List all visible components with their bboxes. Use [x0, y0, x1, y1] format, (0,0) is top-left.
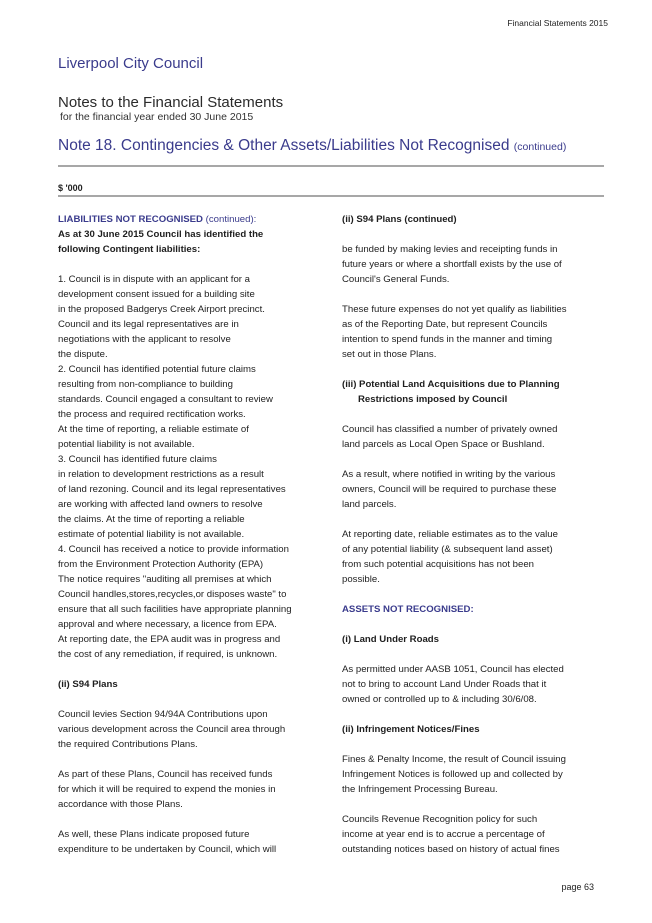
text-line: potential liability is not available. — [58, 439, 195, 450]
text-line: estimate of potential liability is not available. — [58, 529, 245, 540]
s94-heading: (ii) S94 Plans — [58, 679, 118, 690]
text-line: for which it will be required to expend the monies in — [58, 784, 276, 795]
liabilities-heading — [58, 212, 320, 227]
text-line: As a result, where notified in writing by the various — [342, 469, 556, 480]
text-line: possible. — [342, 574, 380, 585]
text-line: intention to spend funds in the manner and timing — [342, 334, 553, 345]
text-line: resulting from non-compliance to building — [58, 379, 233, 390]
right-paragraph-3 — [342, 422, 604, 452]
text-line: As at 30 June 2015 Council has identified the — [58, 229, 264, 240]
note-title-continued: (continued) — [513, 141, 567, 153]
contingent-items — [58, 272, 320, 662]
land-heading-line-1: (iii) Potential Land Acquisitions due to Planning — [342, 379, 560, 390]
text-line: the claims. At the time of reporting a reliable — [58, 514, 245, 525]
text-line: development consent issued for a building site — [58, 289, 255, 300]
right-paragraph-2 — [342, 302, 604, 362]
text-line: income at year end is to accrue a percentage of — [342, 829, 545, 840]
text-line: 1. Council is in dispute with an applicant for a — [58, 274, 250, 285]
text-line: of any potential liability (& subsequent land asset) — [342, 544, 553, 555]
text-line: Councils Revenue Recognition policy for such — [342, 814, 538, 825]
text-line: owners, Council will be required to purchase these — [342, 484, 557, 495]
text-line: in the proposed Badgerys Creek Airport precinct. — [58, 304, 265, 315]
text-line: from the Environment Protection Authority (EPA) — [58, 559, 264, 570]
text-line: expenditure to be undertaken by Council, which will — [58, 844, 277, 855]
assets-heading: ASSETS NOT RECOGNISED: — [342, 604, 474, 615]
note-title-text: Note 18. Contingencies & Other Assets/Liabilities Not Recognised — [58, 137, 510, 154]
fines-heading: (ii) Infringement Notices/Fines — [342, 724, 480, 735]
units-label: $ '000 — [58, 183, 83, 193]
text-line: 2. Council has identified potential future claims — [58, 364, 256, 375]
text-line: The notice requires "auditing all premises at which — [58, 574, 272, 585]
text-line: land parcels as Local Open Space or Bushland. — [342, 439, 545, 450]
right-column — [342, 212, 604, 857]
text-line: the required Contributions Plans. — [58, 739, 198, 750]
text-line: Council and its legal representatives are in — [58, 319, 239, 330]
text-line: not to bring to account Land Under Roads that it — [342, 679, 547, 690]
text-line: At reporting date, the EPA audit was in progress and — [58, 634, 281, 645]
text-line: outstanding notices based on history of actual fines — [342, 844, 560, 855]
text-line: accordance with those Plans. — [58, 799, 183, 810]
notes-title: Notes to the Financial Statements — [58, 94, 284, 111]
note-title — [58, 137, 566, 155]
text-line: Council handles,stores,recycles,or disposes waste" to — [58, 589, 287, 600]
s94-cont-heading: (ii) S94 Plans (continued) — [342, 214, 457, 225]
text-line: Council levies Section 94/94A Contributions upon — [58, 709, 268, 720]
right-paragraph-7 — [342, 752, 604, 797]
text-line: following Contingent liabilities: — [58, 244, 201, 255]
text-line: negotiations with the applicant to resolve — [58, 334, 231, 345]
text-line: owned or controlled up to & including 30/6/08. — [342, 694, 537, 705]
right-paragraph-4 — [342, 467, 604, 512]
divider-units — [58, 195, 604, 197]
text-line: of land rezoning. Council and its legal representatives — [58, 484, 286, 495]
text-line: the cost of any remediation, if required, is unknown. — [58, 649, 278, 660]
text-line: land parcels. — [342, 499, 397, 510]
text-line: in relation to development restrictions as a result — [58, 469, 264, 480]
text-line: future years or where a shortfall exists by the use of — [342, 259, 562, 270]
right-paragraph-1 — [342, 242, 604, 287]
left-column — [58, 212, 320, 857]
document-label: Financial Statements 2015 — [507, 18, 608, 28]
text-line: At the time of reporting, a reliable estimate of — [58, 424, 249, 435]
right-paragraph-5 — [342, 527, 604, 587]
s94-paragraph-2 — [58, 767, 320, 812]
right-paragraph-6 — [342, 662, 604, 707]
liabilities-heading-main: LIABILITIES NOT RECOGNISED — [58, 214, 203, 225]
text-line: various development across the Council area through — [58, 724, 286, 735]
text-line: the process and required rectification works. — [58, 409, 246, 420]
text-line: be funded by making levies and receipting funds in — [342, 244, 558, 255]
text-line: At reporting date, reliable estimates as to the value — [342, 529, 558, 540]
text-line: ensure that all such facilities have appropriate planning — [58, 604, 292, 615]
liabilities-heading-cont: (continued): — [202, 214, 257, 225]
text-line: approval and where necessary, a licence from EPA. — [58, 619, 277, 630]
text-line: As part of these Plans, Council has received funds — [58, 769, 273, 780]
text-line: 4. Council has received a notice to provide information — [58, 544, 289, 555]
text-line: set out in those Plans. — [342, 349, 437, 360]
divider-top — [58, 165, 604, 167]
text-line: the Infringement Processing Bureau. — [342, 784, 498, 795]
s94-paragraph-1 — [58, 707, 320, 752]
text-line: As well, these Plans indicate proposed future — [58, 829, 250, 840]
roads-heading: (i) Land Under Roads — [342, 634, 440, 645]
s94-paragraph-3 — [58, 827, 320, 857]
council-name: Liverpool City Council — [58, 55, 204, 72]
text-line: from such potential acquisitions has not been — [342, 559, 534, 570]
text-line: the dispute. — [58, 349, 108, 360]
notes-subtitle: for the financial year ended 30 June 2015 — [60, 111, 254, 123]
text-line: Fines & Penalty Income, the result of Council issuing — [342, 754, 566, 765]
text-line: standards. Council engaged a consultant to review — [58, 394, 273, 405]
text-line: 3. Council has identified future claims — [58, 454, 217, 465]
text-line: As permitted under AASB 1051, Council has elected — [342, 664, 564, 675]
text-line: Infringement Notices is followed up and collected by — [342, 769, 563, 780]
text-line: These future expenses do not yet qualify as liabilities — [342, 304, 567, 315]
right-paragraph-8 — [342, 812, 604, 857]
page-number: page 63 — [561, 882, 594, 892]
text-line: Council has classified a number of privately owned — [342, 424, 558, 435]
contingent-intro — [58, 227, 320, 257]
text-line: Council's General Funds. — [342, 274, 450, 285]
text-line: are working with affected land owners to resolve — [58, 499, 263, 510]
text-line: as of the Reporting Date, but represent Councils — [342, 319, 548, 330]
land-heading-line-2: Restrictions imposed by Council — [358, 394, 508, 405]
